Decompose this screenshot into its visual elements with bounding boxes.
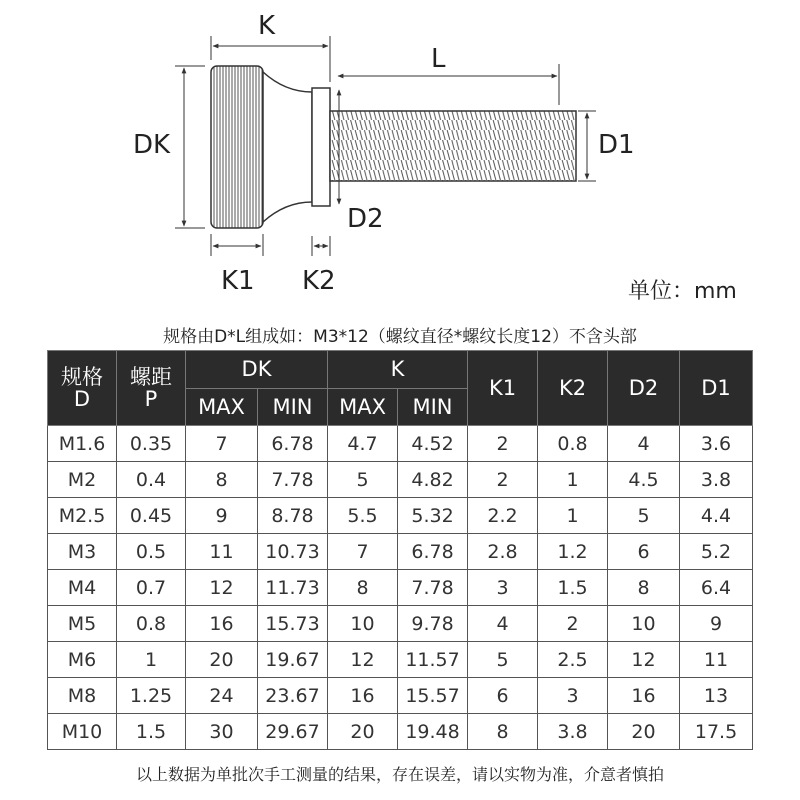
cell-spec: M6 (48, 642, 117, 678)
header-pitch-line1: 螺距 (130, 364, 172, 389)
unit-label: 单位：mm (628, 279, 737, 304)
cell-pitch: 1.25 (117, 678, 186, 714)
cell-d1: 9 (680, 606, 753, 642)
cell-k-max: 10 (328, 606, 398, 642)
cell-spec: M1.6 (48, 426, 117, 462)
cell-k1: 2 (468, 426, 538, 462)
cell-spec: M2.5 (48, 498, 117, 534)
table-row (48, 498, 753, 534)
cell-spec: M10 (48, 714, 117, 750)
header-k2: K2 (538, 351, 608, 426)
cell-spec: M4 (48, 570, 117, 606)
cell-d1: 3.8 (680, 462, 753, 498)
cell-spec: M2 (48, 462, 117, 498)
header-dk-min: MIN (258, 389, 328, 426)
cell-k-min: 7.78 (398, 570, 468, 606)
cell-dk-min: 8.78 (258, 498, 328, 534)
cell-dk-min: 29.67 (258, 714, 328, 750)
cell-d1: 4.4 (680, 498, 753, 534)
table-row (48, 642, 753, 678)
header-pitch-line2: P (144, 387, 158, 411)
shoulder-collar (312, 88, 330, 206)
cell-pitch: 1.5 (117, 714, 186, 750)
header-d1: D1 (680, 351, 753, 426)
cell-d2: 6 (608, 534, 680, 570)
cell-d2: 4.5 (608, 462, 680, 498)
cell-k2: 1.2 (538, 534, 608, 570)
footer-disclaimer: 以上数据为单批次手工测量的结果，存在误差，请以实物为准，介意者慎拍 (135, 765, 664, 784)
cell-k-min: 9.78 (398, 606, 468, 642)
cell-pitch: 0.4 (117, 462, 186, 498)
cell-k-max: 7 (328, 534, 398, 570)
threaded-shank (330, 111, 576, 181)
label-d2: D2 (347, 204, 384, 234)
cell-pitch: 0.45 (117, 498, 186, 534)
label-d1: D1 (598, 130, 635, 160)
cell-pitch: 0.5 (117, 534, 186, 570)
cell-k-min: 4.82 (398, 462, 468, 498)
table-row (48, 606, 753, 642)
cell-dk-min: 7.78 (258, 462, 328, 498)
cell-spec: M3 (48, 534, 117, 570)
cell-d2: 16 (608, 678, 680, 714)
cell-dk-min: 6.78 (258, 426, 328, 462)
cell-k1: 2.8 (468, 534, 538, 570)
cell-dk-min: 11.73 (258, 570, 328, 606)
thumb-screw-drawing (0, 0, 800, 310)
header-spec (48, 351, 117, 426)
cell-dk-max: 24 (186, 678, 258, 714)
cell-k-min: 6.78 (398, 534, 468, 570)
cell-d2: 12 (608, 642, 680, 678)
cell-k-max: 5 (328, 462, 398, 498)
header-pitch (117, 351, 186, 426)
header-k-min: MIN (398, 389, 468, 426)
header-dk-max: MAX (186, 389, 258, 426)
cell-k-max: 4.7 (328, 426, 398, 462)
head-neck (263, 72, 312, 222)
header-k-max: MAX (328, 389, 398, 426)
table-row (48, 714, 753, 750)
spec-note: 规格由D*L组成如：M3*12（螺纹直径*螺纹长度12）不含头部 (163, 327, 637, 347)
cell-dk-max: 7 (186, 426, 258, 462)
cell-d1: 13 (680, 678, 753, 714)
cell-dk-min: 23.67 (258, 678, 328, 714)
table-row (48, 462, 753, 498)
cell-d2: 20 (608, 714, 680, 750)
cell-k1: 2.2 (468, 498, 538, 534)
cell-dk-max: 16 (186, 606, 258, 642)
cell-k1: 5 (468, 642, 538, 678)
cell-k-min: 19.48 (398, 714, 468, 750)
cell-k-max: 8 (328, 570, 398, 606)
knurled-head (211, 66, 263, 228)
cell-dk-max: 11 (186, 534, 258, 570)
cell-k-min: 5.32 (398, 498, 468, 534)
cell-k1: 4 (468, 606, 538, 642)
cell-k1: 8 (468, 714, 538, 750)
cell-k2: 2.5 (538, 642, 608, 678)
cell-d2: 8 (608, 570, 680, 606)
cell-k2: 1 (538, 462, 608, 498)
table-row (48, 570, 753, 606)
cell-dk-min: 15.73 (258, 606, 328, 642)
cell-pitch: 0.8 (117, 606, 186, 642)
cell-dk-max: 12 (186, 570, 258, 606)
cell-dk-max: 20 (186, 642, 258, 678)
header-spec-line2: D (73, 387, 91, 411)
cell-dk-max: 9 (186, 498, 258, 534)
cell-k-max: 20 (328, 714, 398, 750)
header-k: K (328, 351, 468, 389)
cell-k1: 6 (468, 678, 538, 714)
cell-d2: 4 (608, 426, 680, 462)
screw-diagram (0, 0, 800, 310)
cell-k2: 2 (538, 606, 608, 642)
cell-d1: 6.4 (680, 570, 753, 606)
table-row (48, 426, 753, 462)
cell-k2: 3.8 (538, 714, 608, 750)
spec-table-container (47, 350, 752, 750)
cell-k-min: 15.57 (398, 678, 468, 714)
cell-k-min: 4.52 (398, 426, 468, 462)
cell-dk-max: 8 (186, 462, 258, 498)
cell-k2: 1 (538, 498, 608, 534)
cell-d2: 10 (608, 606, 680, 642)
cell-spec: M5 (48, 606, 117, 642)
header-spec-line1: 规格 (61, 364, 103, 389)
label-dk: DK (133, 130, 171, 160)
cell-pitch: 1 (117, 642, 186, 678)
cell-k1: 3 (468, 570, 538, 606)
cell-dk-max: 30 (186, 714, 258, 750)
label-k1: K1 (221, 266, 255, 296)
cell-k-max: 12 (328, 642, 398, 678)
cell-d1: 11 (680, 642, 753, 678)
label-k: K (258, 11, 276, 41)
table-row (48, 678, 753, 714)
cell-k2: 1.5 (538, 570, 608, 606)
label-l: L (431, 44, 446, 74)
cell-k2: 3 (538, 678, 608, 714)
cell-k2: 0.8 (538, 426, 608, 462)
cell-d1: 5.2 (680, 534, 753, 570)
spec-table-body (48, 426, 753, 750)
cell-dk-min: 19.67 (258, 642, 328, 678)
cell-pitch: 0.35 (117, 426, 186, 462)
header-k1: K1 (468, 351, 538, 426)
header-dk: DK (186, 351, 328, 389)
cell-d1: 3.6 (680, 426, 753, 462)
cell-spec: M8 (48, 678, 117, 714)
cell-k-max: 16 (328, 678, 398, 714)
cell-k-min: 11.57 (398, 642, 468, 678)
label-k2: K2 (302, 266, 336, 296)
cell-d1: 17.5 (680, 714, 753, 750)
cell-dk-min: 10.73 (258, 534, 328, 570)
cell-pitch: 0.7 (117, 570, 186, 606)
cell-d2: 5 (608, 498, 680, 534)
cell-k-max: 5.5 (328, 498, 398, 534)
table-row (48, 534, 753, 570)
header-d2: D2 (608, 351, 680, 426)
spec-table (47, 350, 753, 750)
cell-k1: 2 (468, 462, 538, 498)
